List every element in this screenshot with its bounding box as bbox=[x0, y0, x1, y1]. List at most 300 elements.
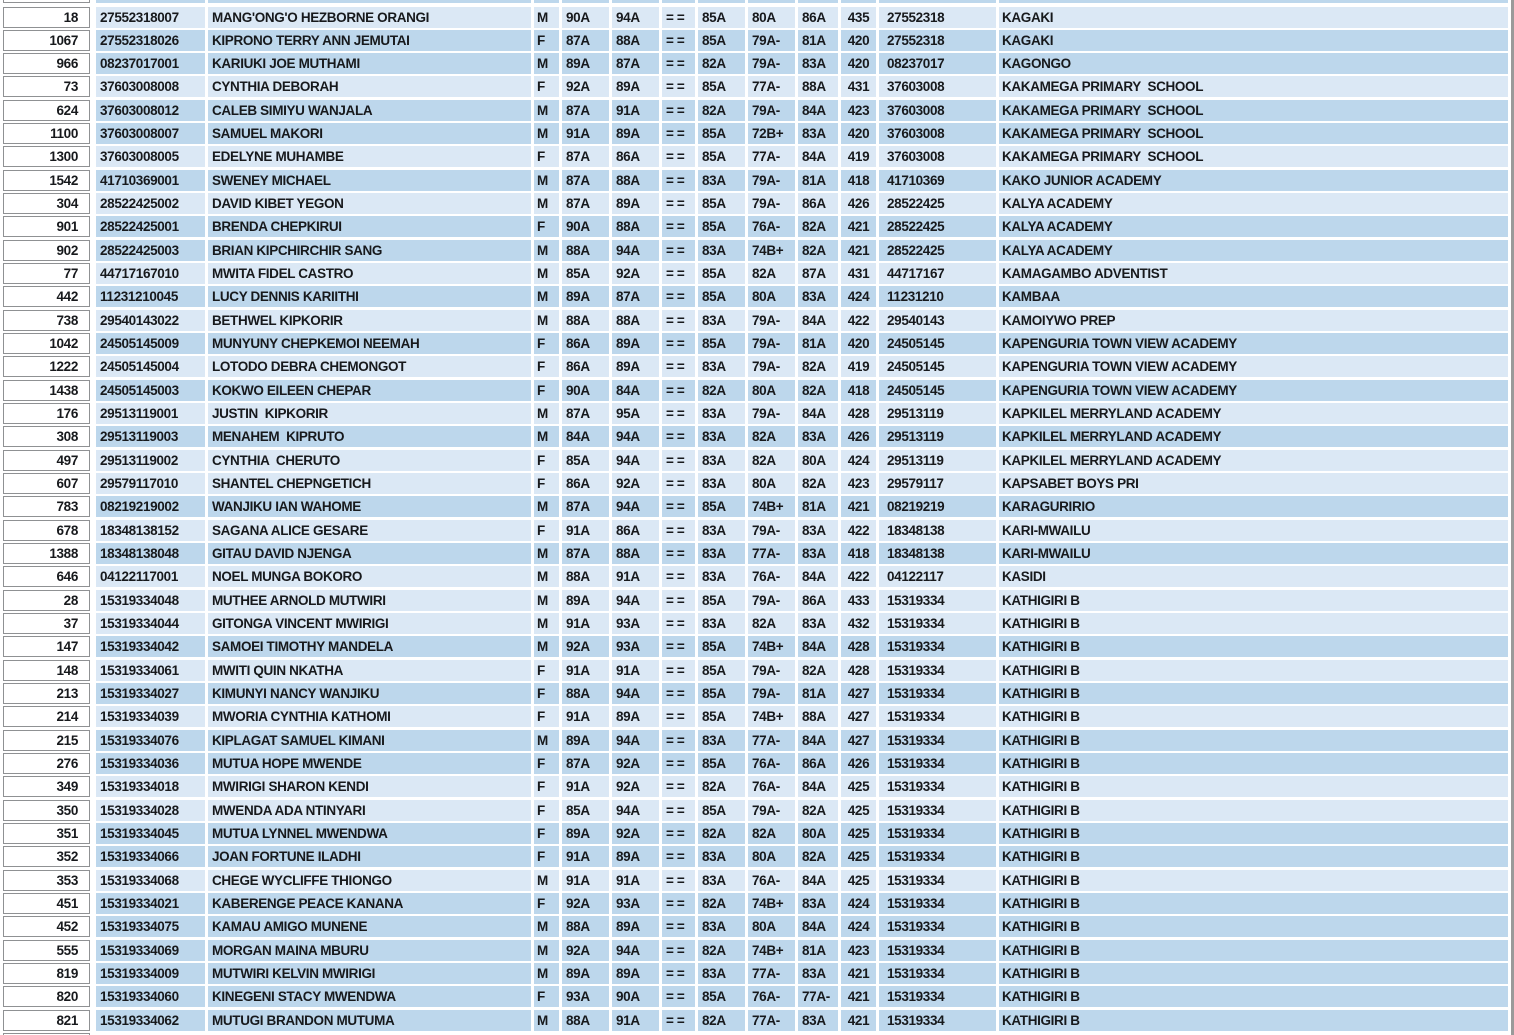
school-name-cell[interactable]: KALYA ACADEMY bbox=[999, 193, 1508, 214]
total-marks-cell[interactable]: 433 bbox=[841, 590, 876, 611]
mark-cell-2[interactable]: 88A bbox=[612, 216, 659, 237]
candidate-name-cell[interactable]: WANJIKU IAN WAHOME bbox=[208, 496, 531, 517]
mark-cell-3[interactable]: 83A bbox=[698, 846, 745, 867]
mark-cell-eq[interactable]: = = bbox=[662, 800, 695, 821]
mark-cell-5[interactable]: 82A bbox=[798, 380, 838, 401]
school-code-cell[interactable]: 24505145 bbox=[879, 356, 996, 377]
index-number-cell[interactable]: 04122117001 bbox=[96, 566, 205, 587]
mark-cell-3[interactable]: 83A bbox=[698, 426, 745, 447]
candidate-name-cell[interactable]: MUTHEE ARNOLD MUTWIRI bbox=[208, 590, 531, 611]
mark-cell-2[interactable]: 86A bbox=[612, 146, 659, 167]
row-number-cell[interactable]: 555 bbox=[3, 940, 90, 961]
row-number-cell[interactable]: 1388 bbox=[3, 543, 90, 564]
school-code-cell[interactable]: 15319334 bbox=[879, 613, 996, 634]
mark-cell-3[interactable]: 82A bbox=[698, 53, 745, 74]
mark-cell-5[interactable]: 83A bbox=[798, 963, 838, 984]
mark-cell-eq[interactable]: = = bbox=[662, 403, 695, 424]
mark-cell-2[interactable]: 94A bbox=[612, 450, 659, 471]
school-name-cell[interactable]: KAMAGAMBO ADVENTIST bbox=[999, 263, 1508, 284]
school-code-cell[interactable]: 15319334 bbox=[879, 963, 996, 984]
mark-cell-3[interactable]: 85A bbox=[698, 286, 745, 307]
school-code-cell[interactable]: 15319334 bbox=[879, 1010, 996, 1031]
index-number-cell[interactable]: 15319334009 bbox=[96, 963, 205, 984]
total-marks-cell[interactable]: 421 bbox=[841, 496, 876, 517]
mark-cell-1[interactable]: 89A bbox=[562, 730, 609, 751]
row-number-cell[interactable]: 1222 bbox=[3, 356, 90, 377]
mark-cell-1[interactable]: 87A bbox=[562, 753, 609, 774]
row-number-cell[interactable]: 624 bbox=[3, 100, 90, 121]
mark-cell-4[interactable]: 79A- bbox=[748, 590, 795, 611]
gender-cell[interactable]: F bbox=[534, 520, 559, 541]
mark-cell-4[interactable]: 79A- bbox=[748, 520, 795, 541]
mark-cell-eq[interactable]: = = bbox=[662, 870, 695, 891]
mark-cell-eq[interactable]: = = bbox=[662, 356, 695, 377]
school-code-cell[interactable]: 04122117 bbox=[879, 566, 996, 587]
index-number-cell[interactable]: 15319334044 bbox=[96, 613, 205, 634]
school-code-cell[interactable]: 41710369 bbox=[879, 170, 996, 191]
mark-cell-4[interactable]: 79A- bbox=[748, 53, 795, 74]
index-number-cell[interactable]: 18348138152 bbox=[96, 520, 205, 541]
mark-cell-2[interactable]: 88A bbox=[612, 310, 659, 331]
gender-cell[interactable]: M bbox=[534, 940, 559, 961]
mark-cell-eq[interactable]: = = bbox=[662, 636, 695, 657]
row-number-cell[interactable]: 351 bbox=[3, 823, 90, 844]
total-marks-cell[interactable]: 418 bbox=[841, 170, 876, 191]
total-marks-cell[interactable]: 420 bbox=[841, 30, 876, 51]
mark-cell-4[interactable]: 80A bbox=[748, 473, 795, 494]
candidate-name-cell[interactable]: KABERENGE PEACE KANANA bbox=[208, 893, 531, 914]
mark-cell-3[interactable]: 85A bbox=[698, 76, 745, 97]
school-code-cell[interactable]: 15319334 bbox=[879, 800, 996, 821]
mark-cell-eq[interactable]: = = bbox=[662, 123, 695, 144]
total-marks-cell[interactable]: 427 bbox=[841, 683, 876, 704]
mark-cell-eq[interactable]: = = bbox=[662, 216, 695, 237]
mark-cell-eq[interactable]: = = bbox=[662, 613, 695, 634]
gender-cell[interactable]: F bbox=[534, 893, 559, 914]
school-code-cell[interactable]: 27552318 bbox=[879, 7, 996, 28]
mark-cell-1[interactable]: 90A bbox=[562, 7, 609, 28]
mark-cell-eq[interactable]: = = bbox=[662, 823, 695, 844]
gender-cell[interactable]: F bbox=[534, 846, 559, 867]
total-marks-cell[interactable]: 426 bbox=[841, 753, 876, 774]
total-marks-cell[interactable]: 432 bbox=[841, 613, 876, 634]
index-number-cell[interactable]: 24505145003 bbox=[96, 380, 205, 401]
mark-cell-1[interactable]: 89A bbox=[562, 286, 609, 307]
mark-cell-2[interactable]: 94A bbox=[612, 730, 659, 751]
mark-cell-4[interactable]: 77A- bbox=[748, 963, 795, 984]
mark-cell-4[interactable]: 79A- bbox=[748, 683, 795, 704]
mark-cell-eq[interactable]: = = bbox=[662, 986, 695, 1007]
school-name-cell[interactable]: KAPKILEL MERRYLAND ACADEMY bbox=[999, 450, 1508, 471]
mark-cell-2[interactable]: 86A bbox=[612, 520, 659, 541]
school-name-cell[interactable]: KATHIGIRI B bbox=[999, 800, 1508, 821]
index-number-cell[interactable]: 37603008008 bbox=[96, 76, 205, 97]
mark-cell-4[interactable]: 74B+ bbox=[748, 706, 795, 727]
mark-cell-4[interactable]: 80A bbox=[748, 846, 795, 867]
mark-cell-eq[interactable]: = = bbox=[662, 916, 695, 937]
mark-cell-eq[interactable]: = = bbox=[662, 660, 695, 681]
mark-cell-5[interactable]: 87A bbox=[798, 263, 838, 284]
mark-cell-2[interactable]: 92A bbox=[612, 823, 659, 844]
school-name-cell[interactable]: KAGONGO bbox=[999, 53, 1508, 74]
mark-cell-2[interactable]: 87A bbox=[612, 286, 659, 307]
mark-cell-3[interactable]: 83A bbox=[698, 310, 745, 331]
mark-cell-eq[interactable]: = = bbox=[662, 543, 695, 564]
school-code-cell[interactable]: 15319334 bbox=[879, 846, 996, 867]
mark-cell-4[interactable]: 77A- bbox=[748, 76, 795, 97]
mark-cell-5[interactable]: 82A bbox=[798, 660, 838, 681]
mark-cell-eq[interactable]: = = bbox=[662, 730, 695, 751]
candidate-name-cell[interactable]: SHANTEL CHEPNGETICH bbox=[208, 473, 531, 494]
mark-cell-3[interactable]: 83A bbox=[698, 916, 745, 937]
mark-cell-1[interactable]: 84A bbox=[562, 426, 609, 447]
mark-cell-eq[interactable]: = = bbox=[662, 683, 695, 704]
row-number-cell[interactable]: 308 bbox=[3, 426, 90, 447]
candidate-name-cell[interactable]: NOEL MUNGA BOKORO bbox=[208, 566, 531, 587]
row-number-cell[interactable]: 28 bbox=[3, 590, 90, 611]
row-number-cell[interactable]: 215 bbox=[3, 730, 90, 751]
mark-cell-2[interactable]: 89A bbox=[612, 916, 659, 937]
mark-cell-3[interactable]: 83A bbox=[698, 170, 745, 191]
mark-cell-1[interactable]: 91A bbox=[562, 776, 609, 797]
candidate-name-cell[interactable]: CALEB SIMIYU WANJALA bbox=[208, 100, 531, 121]
mark-cell-5[interactable]: 82A bbox=[798, 473, 838, 494]
school-name-cell[interactable]: KATHIGIRI B bbox=[999, 776, 1508, 797]
row-number-cell[interactable]: 1042 bbox=[3, 333, 90, 354]
school-code-cell[interactable]: 15319334 bbox=[879, 870, 996, 891]
gender-cell[interactable]: F bbox=[534, 776, 559, 797]
row-number-cell[interactable]: 1542 bbox=[3, 170, 90, 191]
index-number-cell[interactable]: 15319334062 bbox=[96, 1010, 205, 1031]
school-code-cell[interactable]: 29579117 bbox=[879, 473, 996, 494]
mark-cell-2[interactable]: 89A bbox=[612, 706, 659, 727]
mark-cell-4[interactable]: 74B+ bbox=[748, 940, 795, 961]
total-marks-cell[interactable]: 422 bbox=[841, 520, 876, 541]
school-name-cell[interactable]: KAPENGURIA TOWN VIEW ACADEMY bbox=[999, 333, 1508, 354]
mark-cell-2[interactable]: 94A bbox=[612, 240, 659, 261]
candidate-name-cell[interactable]: GITAU DAVID NJENGA bbox=[208, 543, 531, 564]
school-name-cell[interactable]: KAMOIYWO PREP bbox=[999, 310, 1508, 331]
candidate-name-cell[interactable]: MWITA FIDEL CASTRO bbox=[208, 263, 531, 284]
gender-cell[interactable]: M bbox=[534, 100, 559, 121]
mark-cell-1[interactable]: 89A bbox=[562, 963, 609, 984]
mark-cell-5[interactable]: 83A bbox=[798, 53, 838, 74]
gender-cell[interactable]: M bbox=[534, 263, 559, 284]
row-number-cell[interactable]: 819 bbox=[3, 963, 90, 984]
school-name-cell[interactable]: KAKAMEGA PRIMARY SCHOOL bbox=[999, 123, 1508, 144]
gender-cell[interactable]: M bbox=[534, 310, 559, 331]
mark-cell-1[interactable]: 91A bbox=[562, 846, 609, 867]
mark-cell-5[interactable]: 84A bbox=[798, 100, 838, 121]
mark-cell-3[interactable]: 82A bbox=[698, 1010, 745, 1031]
total-marks-cell[interactable]: 420 bbox=[841, 53, 876, 74]
total-marks-cell[interactable]: 421 bbox=[841, 1010, 876, 1031]
mark-cell-1[interactable]: 88A bbox=[562, 683, 609, 704]
mark-cell-4[interactable]: 79A- bbox=[748, 310, 795, 331]
school-code-cell[interactable]: 15319334 bbox=[879, 776, 996, 797]
mark-cell-4[interactable]: 74B+ bbox=[748, 893, 795, 914]
school-name-cell[interactable]: KARI-MWAILU bbox=[999, 543, 1508, 564]
mark-cell-eq[interactable]: = = bbox=[662, 450, 695, 471]
candidate-name-cell[interactable]: KARIUKI JOE MUTHAMI bbox=[208, 53, 531, 74]
total-marks-cell[interactable]: 421 bbox=[841, 986, 876, 1007]
mark-cell-4[interactable]: 80A bbox=[748, 380, 795, 401]
mark-cell-5[interactable]: 86A bbox=[798, 7, 838, 28]
mark-cell-5[interactable]: 81A bbox=[798, 683, 838, 704]
mark-cell-2[interactable]: 89A bbox=[612, 963, 659, 984]
index-number-cell[interactable]: 15319334076 bbox=[96, 730, 205, 751]
mark-cell-2[interactable]: 90A bbox=[612, 986, 659, 1007]
candidate-name-cell[interactable]: GITONGA VINCENT MWIRIGI bbox=[208, 613, 531, 634]
gender-cell[interactable]: M bbox=[534, 636, 559, 657]
total-marks-cell[interactable]: 424 bbox=[841, 893, 876, 914]
mark-cell-1[interactable]: 88A bbox=[562, 240, 609, 261]
mark-cell-1[interactable]: 91A bbox=[562, 613, 609, 634]
gender-cell[interactable]: F bbox=[534, 76, 559, 97]
total-marks-cell[interactable]: 426 bbox=[841, 426, 876, 447]
school-name-cell[interactable]: KATHIGIRI B bbox=[999, 730, 1508, 751]
mark-cell-5[interactable]: 84A bbox=[798, 310, 838, 331]
candidate-name-cell[interactable]: MWORIA CYNTHIA KATHOMI bbox=[208, 706, 531, 727]
mark-cell-eq[interactable]: = = bbox=[662, 240, 695, 261]
index-number-cell[interactable]: 28522425003 bbox=[96, 240, 205, 261]
mark-cell-1[interactable]: 85A bbox=[562, 263, 609, 284]
school-name-cell[interactable]: KATHIGIRI B bbox=[999, 753, 1508, 774]
total-marks-cell[interactable]: 423 bbox=[841, 473, 876, 494]
mark-cell-1[interactable]: 92A bbox=[562, 893, 609, 914]
school-name-cell[interactable]: KAGAKI bbox=[999, 30, 1508, 51]
school-name-cell[interactable]: KASIDI bbox=[999, 566, 1508, 587]
row-number-cell[interactable]: 353 bbox=[3, 870, 90, 891]
gender-cell[interactable]: M bbox=[534, 286, 559, 307]
mark-cell-eq[interactable]: = = bbox=[662, 380, 695, 401]
mark-cell-5[interactable]: 83A bbox=[798, 1010, 838, 1031]
total-marks-cell[interactable]: 419 bbox=[841, 356, 876, 377]
index-number-cell[interactable]: 15319334069 bbox=[96, 940, 205, 961]
mark-cell-2[interactable]: 89A bbox=[612, 356, 659, 377]
mark-cell-5[interactable]: 84A bbox=[798, 146, 838, 167]
mark-cell-3[interactable]: 82A bbox=[698, 823, 745, 844]
candidate-name-cell[interactable]: KIMUNYI NANCY WANJIKU bbox=[208, 683, 531, 704]
mark-cell-3[interactable]: 83A bbox=[698, 963, 745, 984]
index-number-cell[interactable]: 15319334027 bbox=[96, 683, 205, 704]
mark-cell-3[interactable]: 82A bbox=[698, 776, 745, 797]
gender-cell[interactable]: M bbox=[534, 7, 559, 28]
school-code-cell[interactable]: 15319334 bbox=[879, 986, 996, 1007]
index-number-cell[interactable]: 15319334018 bbox=[96, 776, 205, 797]
mark-cell-3[interactable]: 85A bbox=[698, 590, 745, 611]
row-number-cell[interactable]: 304 bbox=[3, 193, 90, 214]
mark-cell-2[interactable]: 94A bbox=[612, 590, 659, 611]
candidate-name-cell[interactable]: MENAHEM KIPRUTO bbox=[208, 426, 531, 447]
row-number-cell[interactable]: 497 bbox=[3, 450, 90, 471]
gender-cell[interactable]: M bbox=[534, 123, 559, 144]
row-number-cell[interactable]: 18 bbox=[3, 7, 90, 28]
school-name-cell[interactable]: KAMBAA bbox=[999, 286, 1508, 307]
school-name-cell[interactable]: KAKAMEGA PRIMARY SCHOOL bbox=[999, 100, 1508, 121]
mark-cell-3[interactable]: 85A bbox=[698, 800, 745, 821]
total-marks-cell[interactable]: 424 bbox=[841, 286, 876, 307]
candidate-name-cell[interactable]: BRIAN KIPCHIRCHIR SANG bbox=[208, 240, 531, 261]
mark-cell-eq[interactable]: = = bbox=[662, 496, 695, 517]
school-name-cell[interactable]: KATHIGIRI B bbox=[999, 660, 1508, 681]
school-name-cell[interactable]: KALYA ACADEMY bbox=[999, 240, 1508, 261]
candidate-name-cell[interactable]: SAGANA ALICE GESARE bbox=[208, 520, 531, 541]
mark-cell-eq[interactable]: = = bbox=[662, 170, 695, 191]
candidate-name-cell[interactable]: JOAN FORTUNE ILADHI bbox=[208, 846, 531, 867]
mark-cell-5[interactable]: 81A bbox=[798, 170, 838, 191]
mark-cell-5[interactable]: 82A bbox=[798, 216, 838, 237]
mark-cell-2[interactable]: 95A bbox=[612, 403, 659, 424]
mark-cell-1[interactable]: 91A bbox=[562, 123, 609, 144]
gender-cell[interactable]: M bbox=[534, 870, 559, 891]
mark-cell-5[interactable]: 83A bbox=[798, 520, 838, 541]
mark-cell-1[interactable]: 87A bbox=[562, 496, 609, 517]
mark-cell-3[interactable]: 83A bbox=[698, 356, 745, 377]
mark-cell-eq[interactable]: = = bbox=[662, 333, 695, 354]
mark-cell-1[interactable]: 89A bbox=[562, 823, 609, 844]
gender-cell[interactable]: F bbox=[534, 683, 559, 704]
mark-cell-1[interactable]: 91A bbox=[562, 520, 609, 541]
school-code-cell[interactable]: 29540143 bbox=[879, 310, 996, 331]
mark-cell-3[interactable]: 83A bbox=[698, 240, 745, 261]
mark-cell-4[interactable]: 77A- bbox=[748, 543, 795, 564]
mark-cell-4[interactable]: 77A- bbox=[748, 146, 795, 167]
mark-cell-3[interactable]: 85A bbox=[698, 753, 745, 774]
candidate-name-cell[interactable]: KINEGENI STACY MWENDWA bbox=[208, 986, 531, 1007]
mark-cell-5[interactable]: 80A bbox=[798, 450, 838, 471]
mark-cell-4[interactable]: 76A- bbox=[748, 870, 795, 891]
school-code-cell[interactable]: 37603008 bbox=[879, 76, 996, 97]
gender-cell[interactable]: M bbox=[534, 170, 559, 191]
school-name-cell[interactable]: KAKO JUNIOR ACADEMY bbox=[999, 170, 1508, 191]
mark-cell-1[interactable]: 87A bbox=[562, 543, 609, 564]
mark-cell-2[interactable]: 94A bbox=[612, 496, 659, 517]
gender-cell[interactable]: M bbox=[534, 53, 559, 74]
row-number-cell[interactable]: 1100 bbox=[3, 123, 90, 144]
index-number-cell[interactable]: 37603008007 bbox=[96, 123, 205, 144]
mark-cell-2[interactable]: 92A bbox=[612, 753, 659, 774]
index-number-cell[interactable]: 15319334039 bbox=[96, 706, 205, 727]
mark-cell-2[interactable]: 91A bbox=[612, 660, 659, 681]
mark-cell-4[interactable]: 76A- bbox=[748, 566, 795, 587]
mark-cell-1[interactable]: 92A bbox=[562, 636, 609, 657]
school-name-cell[interactable]: KAPKILEL MERRYLAND ACADEMY bbox=[999, 426, 1508, 447]
index-number-cell[interactable]: 18348138048 bbox=[96, 543, 205, 564]
mark-cell-3[interactable]: 85A bbox=[698, 636, 745, 657]
row-number-cell[interactable]: 607 bbox=[3, 473, 90, 494]
mark-cell-4[interactable]: 74B+ bbox=[748, 636, 795, 657]
mark-cell-eq[interactable]: = = bbox=[662, 76, 695, 97]
school-code-cell[interactable]: 44717167 bbox=[879, 263, 996, 284]
mark-cell-eq[interactable]: = = bbox=[662, 1010, 695, 1031]
mark-cell-2[interactable]: 94A bbox=[612, 426, 659, 447]
mark-cell-2[interactable]: 91A bbox=[612, 870, 659, 891]
mark-cell-2[interactable]: 92A bbox=[612, 473, 659, 494]
row-number-cell[interactable]: 147 bbox=[3, 636, 90, 657]
mark-cell-4[interactable]: 80A bbox=[748, 7, 795, 28]
index-number-cell[interactable]: 44717167010 bbox=[96, 263, 205, 284]
row-number-cell[interactable]: 452 bbox=[3, 916, 90, 937]
mark-cell-eq[interactable]: = = bbox=[662, 146, 695, 167]
mark-cell-5[interactable]: 84A bbox=[798, 566, 838, 587]
school-code-cell[interactable]: 37603008 bbox=[879, 100, 996, 121]
gender-cell[interactable]: M bbox=[534, 193, 559, 214]
index-number-cell[interactable]: 29513119001 bbox=[96, 403, 205, 424]
school-code-cell[interactable]: 15319334 bbox=[879, 940, 996, 961]
school-name-cell[interactable]: KAPSABET BOYS PRI bbox=[999, 473, 1508, 494]
candidate-name-cell[interactable]: MORGAN MAINA MBURU bbox=[208, 940, 531, 961]
school-code-cell[interactable]: 29513119 bbox=[879, 450, 996, 471]
total-marks-cell[interactable]: 418 bbox=[841, 543, 876, 564]
school-code-cell[interactable]: 29513119 bbox=[879, 403, 996, 424]
mark-cell-3[interactable]: 85A bbox=[698, 986, 745, 1007]
mark-cell-3[interactable]: 85A bbox=[698, 193, 745, 214]
school-name-cell[interactable]: KATHIGIRI B bbox=[999, 846, 1508, 867]
row-number-cell[interactable]: 1067 bbox=[3, 30, 90, 51]
row-number-cell[interactable]: 1438 bbox=[3, 380, 90, 401]
candidate-name-cell[interactable]: LOTODO DEBRA CHEMONGOT bbox=[208, 356, 531, 377]
mark-cell-5[interactable]: 84A bbox=[798, 870, 838, 891]
total-marks-cell[interactable]: 427 bbox=[841, 730, 876, 751]
row-number-cell[interactable]: 902 bbox=[3, 240, 90, 261]
mark-cell-4[interactable]: 79A- bbox=[748, 403, 795, 424]
mark-cell-1[interactable]: 85A bbox=[562, 450, 609, 471]
mark-cell-4[interactable]: 80A bbox=[748, 916, 795, 937]
mark-cell-5[interactable]: 84A bbox=[798, 636, 838, 657]
row-number-cell[interactable]: 276 bbox=[3, 753, 90, 774]
mark-cell-5[interactable]: 88A bbox=[798, 76, 838, 97]
mark-cell-5[interactable]: 82A bbox=[798, 240, 838, 261]
mark-cell-3[interactable]: 85A bbox=[698, 216, 745, 237]
mark-cell-eq[interactable]: = = bbox=[662, 590, 695, 611]
candidate-name-cell[interactable]: SAMUEL MAKORI bbox=[208, 123, 531, 144]
total-marks-cell[interactable]: 422 bbox=[841, 566, 876, 587]
row-number-cell[interactable]: 646 bbox=[3, 566, 90, 587]
mark-cell-3[interactable]: 83A bbox=[698, 730, 745, 751]
mark-cell-1[interactable]: 86A bbox=[562, 356, 609, 377]
mark-cell-2[interactable]: 93A bbox=[612, 636, 659, 657]
school-name-cell[interactable]: KAKAMEGA PRIMARY SCHOOL bbox=[999, 76, 1508, 97]
mark-cell-3[interactable]: 83A bbox=[698, 520, 745, 541]
mark-cell-2[interactable]: 91A bbox=[612, 566, 659, 587]
index-number-cell[interactable]: 15319334045 bbox=[96, 823, 205, 844]
gender-cell[interactable]: M bbox=[534, 916, 559, 937]
mark-cell-4[interactable]: 77A- bbox=[748, 730, 795, 751]
candidate-name-cell[interactable]: MUTWIRI KELVIN MWIRIGI bbox=[208, 963, 531, 984]
mark-cell-2[interactable]: 94A bbox=[612, 940, 659, 961]
row-number-cell[interactable]: 349 bbox=[3, 776, 90, 797]
total-marks-cell[interactable]: 425 bbox=[841, 800, 876, 821]
school-code-cell[interactable]: 28522425 bbox=[879, 240, 996, 261]
mark-cell-4[interactable]: 76A- bbox=[748, 776, 795, 797]
mark-cell-3[interactable]: 82A bbox=[698, 940, 745, 961]
mark-cell-3[interactable]: 85A bbox=[698, 660, 745, 681]
mark-cell-4[interactable]: 80A bbox=[748, 286, 795, 307]
mark-cell-4[interactable]: 79A- bbox=[748, 170, 795, 191]
mark-cell-eq[interactable]: = = bbox=[662, 963, 695, 984]
mark-cell-4[interactable]: 82A bbox=[748, 823, 795, 844]
mark-cell-4[interactable]: 74B+ bbox=[748, 240, 795, 261]
mark-cell-1[interactable]: 90A bbox=[562, 216, 609, 237]
mark-cell-eq[interactable]: = = bbox=[662, 100, 695, 121]
school-code-cell[interactable]: 18348138 bbox=[879, 520, 996, 541]
mark-cell-2[interactable]: 89A bbox=[612, 123, 659, 144]
gender-cell[interactable]: M bbox=[534, 403, 559, 424]
gender-cell[interactable]: F bbox=[534, 473, 559, 494]
mark-cell-1[interactable]: 90A bbox=[562, 380, 609, 401]
mark-cell-5[interactable]: 83A bbox=[798, 286, 838, 307]
